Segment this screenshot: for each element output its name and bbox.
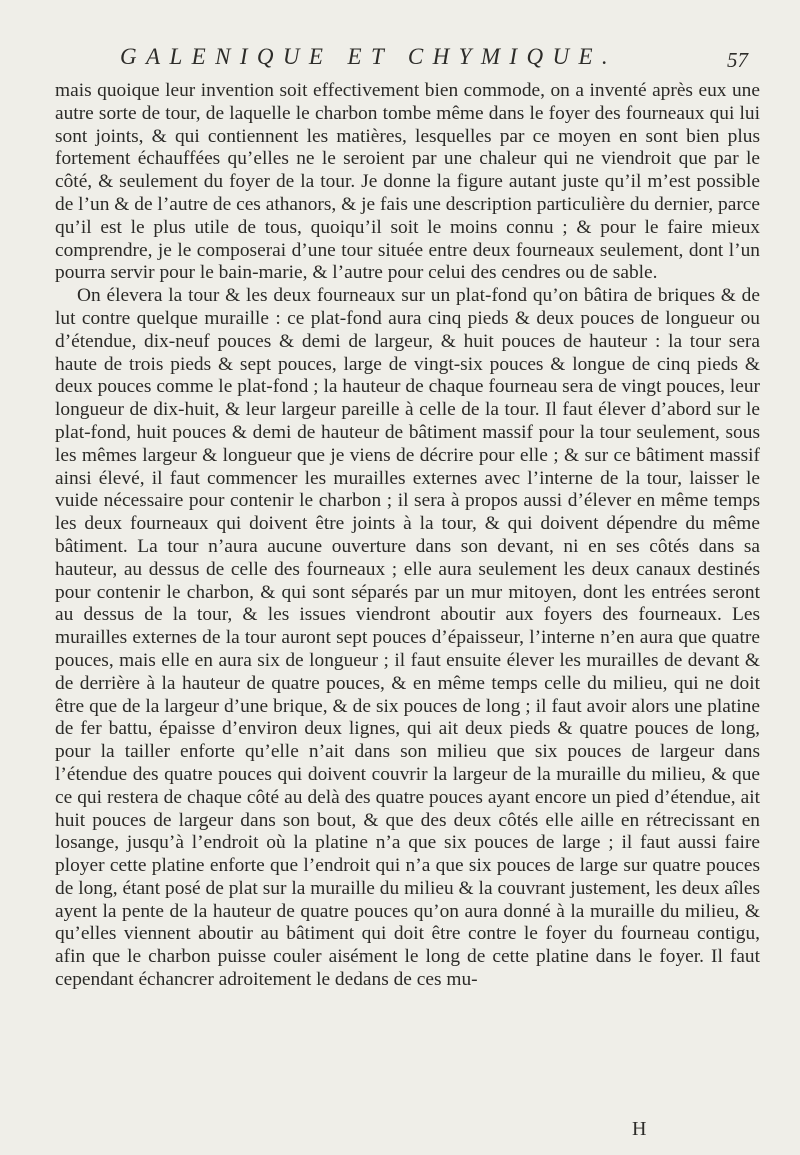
running-head	[120, 44, 760, 78]
signature-mark: H	[632, 1118, 647, 1140]
paragraph-1: mais quoique leur invention soit effectivement bien commode, on a inventé après eux une autre sorte de tour, de laquelle le charbon tombe même dans le foyer des fourneaux qui lui sont joints, & qui contiennent les matières, lesquelles par ce moyen en sont bien plus fortement échauffées qu’elles ne le seroient par une chaleur qui ne viendroit que par le côté, & seulement du foyer de la tour. Je donne la figure autant juste qu’il m’est possible de l’un & de l’autre de ces athanors, & je fais une description particulière du dernier, parce qu’il est le plus utile de tous, quoiqu’il soit le moins connu ; & pour le faire mieux comprendre, je le composerai d’une tour située entre deux fourneaux seulement, dont l’un pourra servir pour le bain-marie, & l’autre pour celui des cendres ou de sable.	[55, 80, 760, 284]
running-title: GALENIQUE ET CHYMIQUE.	[120, 44, 618, 69]
paragraph-2: On élevera la tour & les deux fourneaux sur un plat-fond qu’on bâtira de briques & de lut contre quelque muraille : ce plat-fond aura cinq pieds & deux pouces de longueur ou d’étendue, dix-neuf pouces & demi de largeur, & huit pouces de hauteur : la tour sera haute de trois pieds & sept pouces, large de vingt-six pouces & longue de cinq pieds & deux pouces comme le plat-fond ; la hauteur de chaque fourneau sera de vingt pouces, leur longueur de dix-huit, & leur largeur pareille à celle de la tour. Il faut élever d’abord sur le plat-fond, huit pouces & demi de hauteur de bâtiment massif pour la tour seulement, sous les mêmes largeur & longueur que je viens de décrire pour elle ; & sur ce bâtiment massif ainsi élevé, il faut commencer les murailles externes avec l’interne de la tour, laisser le vuide nécessaire pour contenir le charbon ; il sera à propos aussi d’élever en même temps les deux fourneaux qui doivent être joints à la tour, & qui doivent dépendre du même bâtiment. La tour n’aura aucune ouverture dans son devant, ni en ses côtés dans sa hauteur, au dessus de celle des fourneaux ; elle aura seulement les deux canaux destinés pour contenir le charbon, & qui sont séparés par un mur mitoyen, dont les entrées seront au dessus de la tour, & les issues viendront aboutir aux foyers des fourneaux. Les murailles externes de la tour auront sept pouces d’épaisseur, l’interne n’en aura que quatre pouces, mais elle en aura six de longueur ; il faut ensuite élever les murailles de devant & de derrière à la hauteur de quatre pouces, & en même temps celle du milieu, qui ne doit être que de la largeur d’une brique, & de six pouces de long ; il faut avoir alors une platine de fer battu, épaisse d’environ deux lignes, qui ait deux pieds & quatre pouces de long, pour la tailler enforte qu’elle n’ait dans son milieu que six pouces de largeur dans l’étendue des quatre pouces qui doivent couvrir la largeur de la muraille du milieu, & que ce qui restera de chaque côté au delà des quatre pouces ayant encore un pied d’étendue, ait huit pouces de largeur dans son bout, & que des deux côtés elle aille en rétrecissant en losange, jusqu’à l’endroit où la platine n’a que six pouces de large ; il faut aussi faire ployer cette platine enforte que l’endroit qui n’a que six pouces de large sur quatre pouces de long, étant posé de plat sur la muraille du milieu & la couvrant justement, les deux aîles ayent la pente de la hauteur de quatre pouces qu’on aura donné à la muraille du milieu, & qu’elles viennent aboutir au bâtiment qui doit être contre le foyer du fourneau contigu, afin que le charbon puisse couler aisément le long de cette platine dans le foyer. Il faut cependant échancrer adroitement le dedans de ces mu-	[55, 285, 760, 991]
body-text	[55, 80, 760, 992]
page-number: 57	[727, 48, 748, 72]
